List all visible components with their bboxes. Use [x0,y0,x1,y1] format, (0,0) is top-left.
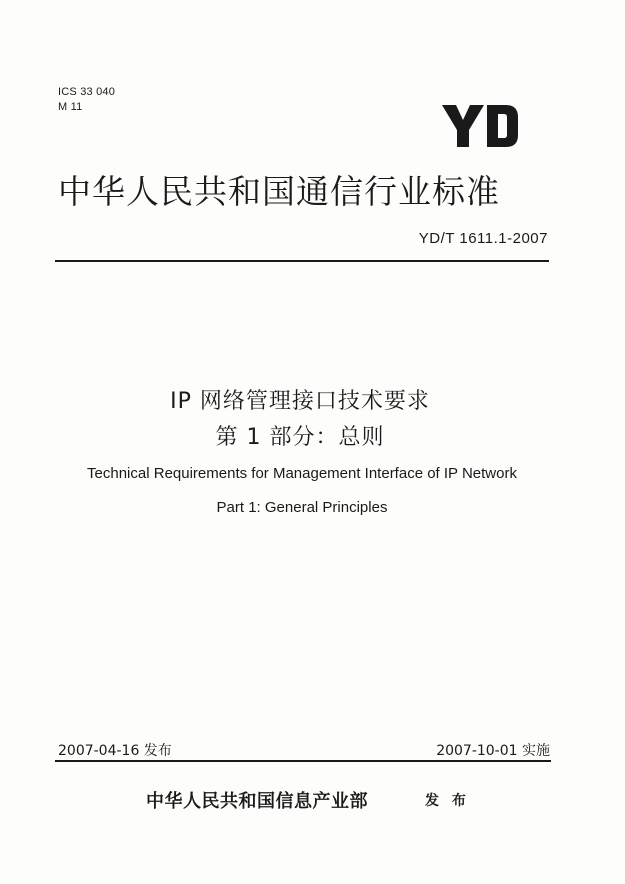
title-english-line2: Part 1: General Principles [216,499,388,516]
title-english-line1: Technical Requirements for Management Interface of IP Network [87,465,517,482]
ccs-code: M 11 [58,101,83,113]
title-chinese-line2: 第 1 部分：总则 [215,425,385,450]
publisher-name: 中华人民共和国信息产业部 [146,791,368,812]
header-divider [55,260,549,262]
ics-code: ICS 33 040 [58,86,116,98]
title-chinese-line1: IP 网络管理接口技术要求 [170,389,430,414]
main-title: 中华人民共和国通信行业标准 [58,172,500,211]
issue-date: 2007-04-16 发布 [58,743,172,759]
implementation-date: 2007-10-01 实施 [436,743,550,759]
footer-divider [55,760,551,762]
classification-block [58,85,115,115]
standard-number: YD/T 1611.1-2007 [418,230,548,247]
publisher-action: 发 布 [425,793,470,809]
yd-logo [440,103,520,149]
